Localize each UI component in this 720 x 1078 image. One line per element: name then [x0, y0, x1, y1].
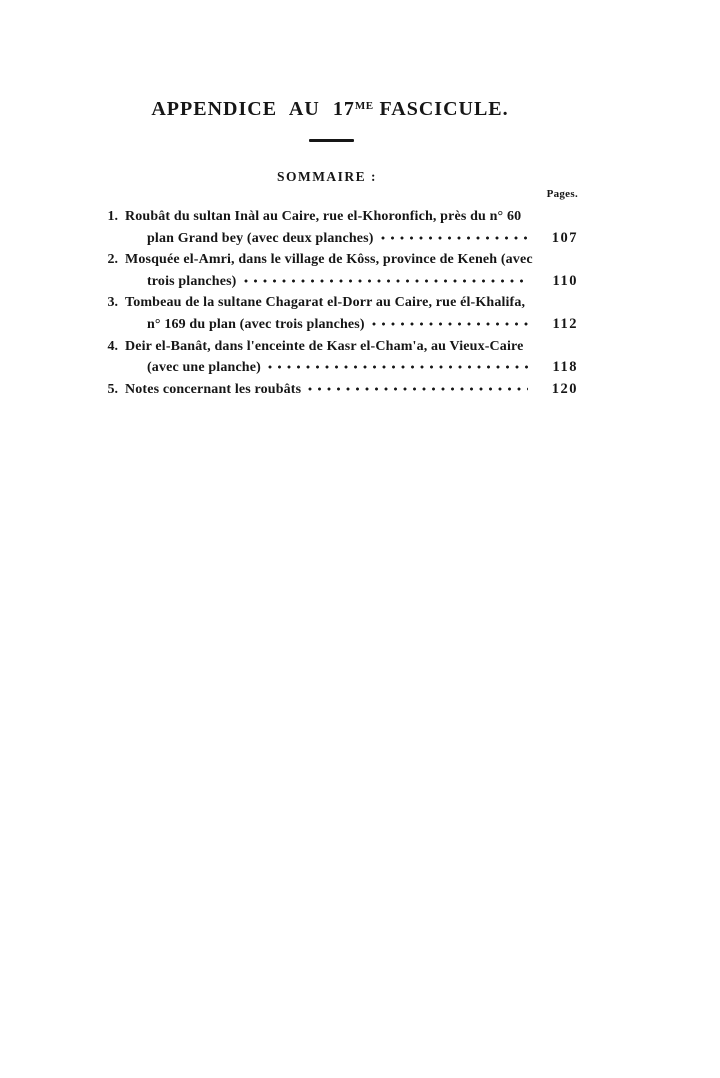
dot-leader [370, 316, 528, 328]
toc-item-line [96, 228, 578, 250]
toc-item-text: Tombeau de la sultane Chagarat el-Dorr au Caire, rue él-Khalifa, [125, 295, 526, 311]
dot-leader [379, 230, 528, 242]
toc-item-text: Notes concernant les roubâts [125, 381, 302, 397]
page-number: 120 [551, 380, 578, 397]
toc-item-number: 5. [107, 381, 118, 397]
title-divider-rule [309, 139, 354, 142]
toc-item-text: Mosquée el-Amri, dans le village de Kôss, province de Keneh (avec [125, 252, 533, 268]
section-heading: SOMMAIRE : [276, 169, 378, 184]
page-title-text: APPENDICE AU 17 [151, 98, 355, 120]
toc-item-line [96, 249, 578, 271]
toc-item [96, 336, 578, 379]
toc-item-number: 1. [107, 209, 118, 224]
pages-column-header: Pages. [546, 188, 578, 200]
toc-item-number: 4. [107, 338, 118, 354]
toc-item-text: plan Grand bey (avec deux planches) [147, 230, 374, 246]
page-number: 112 [552, 315, 578, 332]
toc-item-line [96, 292, 578, 314]
toc-item [96, 206, 578, 249]
toc-item-line [96, 271, 578, 293]
toc-item [96, 249, 578, 292]
toc-item-line [96, 379, 578, 401]
table-of-contents [96, 206, 578, 400]
toc-item-number: 2. [107, 252, 118, 268]
toc-item-text: trois planches) [147, 273, 237, 289]
toc-item-text: n° 169 du plan (avec trois planches) [147, 316, 365, 332]
page-number: 118 [552, 359, 578, 376]
toc-item-line [96, 336, 578, 358]
toc-item [96, 292, 578, 335]
toc-item-number: 3. [107, 295, 118, 311]
toc-item-line [96, 357, 578, 379]
toc-item-text: Roubât du sultan Inàl au Caire, rue el-Khoronfich, près du n° 60 [125, 209, 522, 224]
dot-leader [266, 359, 528, 371]
page-title-superscript: ME [354, 100, 374, 112]
toc-item-line [96, 206, 578, 228]
page-title-end: FASCICULE. [379, 98, 509, 120]
toc-item-text: Deir el-Banât, dans l'enceinte de Kasr el-Cham'a, au Vieux-Caire [125, 338, 524, 354]
toc-item-line [96, 314, 578, 336]
toc-item-text: (avec une planche) [147, 360, 261, 376]
page-number: 107 [551, 229, 578, 246]
dot-leader [306, 381, 528, 393]
page-title [0, 98, 660, 121]
page-number: 110 [552, 272, 578, 289]
toc-item [96, 379, 578, 401]
dot-leader [242, 273, 529, 285]
